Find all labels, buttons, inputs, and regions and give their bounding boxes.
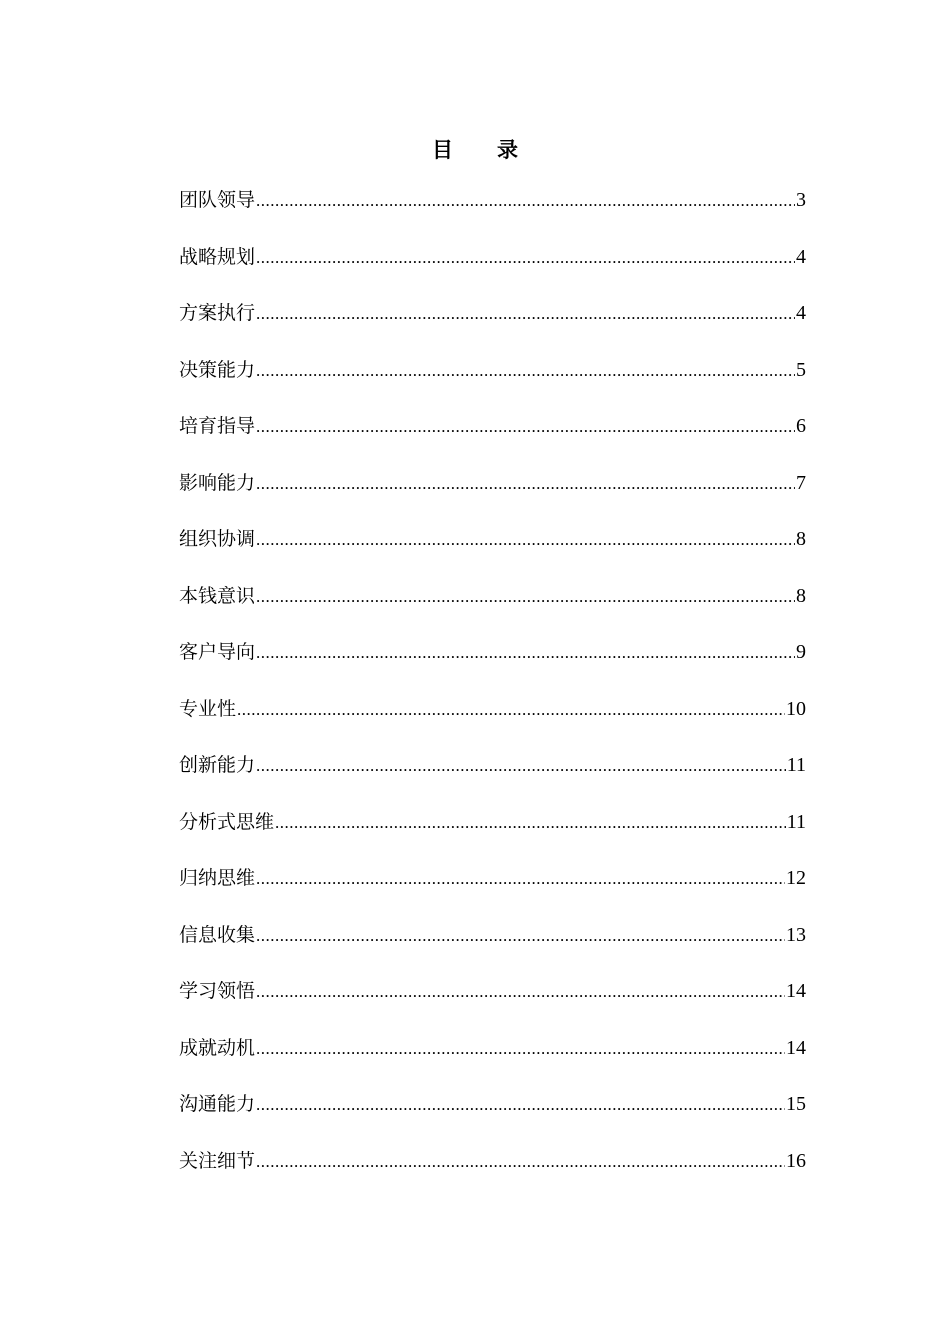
toc-entry-label: 本钱意识 bbox=[179, 584, 256, 607]
toc-leader-dots bbox=[256, 861, 785, 897]
toc-entry-label: 归纳思维 bbox=[179, 867, 256, 889]
toc-entry-page: 14 bbox=[786, 1036, 806, 1059]
toc-entry-page: 8 bbox=[796, 528, 806, 550]
toc-entry-page: 6 bbox=[796, 415, 806, 437]
toc-entry[interactable] bbox=[179, 747, 806, 804]
toc-entry-page: 10 bbox=[786, 697, 806, 720]
toc-leader-dots bbox=[275, 805, 786, 841]
toc-entry-page: 7 bbox=[796, 471, 806, 494]
toc-entry-label: 学习领悟 bbox=[179, 980, 256, 1002]
toc-entry-page: 5 bbox=[796, 358, 806, 381]
toc-entry[interactable] bbox=[179, 860, 806, 917]
toc-leader-dots bbox=[256, 1087, 785, 1123]
toc-leader-dots bbox=[256, 353, 795, 389]
toc-entry[interactable] bbox=[179, 973, 806, 1030]
toc-entry-page: 11 bbox=[786, 810, 806, 833]
toc-entry[interactable] bbox=[179, 521, 806, 578]
toc-entry-page: 14 bbox=[786, 980, 806, 1002]
toc-entry[interactable] bbox=[179, 578, 806, 635]
toc-title bbox=[0, 134, 950, 164]
toc-entry-label: 分析式思维 bbox=[179, 810, 275, 833]
toc-entry[interactable] bbox=[179, 917, 806, 974]
toc-entry[interactable] bbox=[179, 239, 806, 296]
toc-entry-label: 成就动机 bbox=[179, 1036, 256, 1059]
toc-entry[interactable] bbox=[179, 295, 806, 352]
toc-entry-label: 培育指导 bbox=[179, 415, 256, 437]
toc-entry-label: 影响能力 bbox=[179, 471, 256, 494]
toc-leader-dots bbox=[256, 635, 795, 671]
toc-entry-label: 团队领导 bbox=[179, 189, 256, 211]
toc-leader-dots bbox=[256, 409, 795, 445]
toc-leader-dots bbox=[256, 918, 785, 954]
toc-title-part1: 目 bbox=[432, 137, 453, 162]
toc-entry-label: 战略规划 bbox=[179, 245, 256, 268]
toc-leader-dots bbox=[256, 466, 795, 502]
toc-entry[interactable] bbox=[179, 1086, 806, 1143]
toc-entry-page: 13 bbox=[786, 923, 806, 946]
toc-entry-page: 8 bbox=[796, 584, 806, 607]
toc-leader-dots bbox=[256, 1031, 785, 1067]
toc-entry-label: 组织协调 bbox=[179, 528, 256, 550]
toc-list bbox=[179, 182, 806, 1199]
toc-leader-dots bbox=[256, 579, 795, 615]
toc-entry-label: 客户导向 bbox=[179, 641, 256, 663]
toc-entry[interactable] bbox=[179, 691, 806, 748]
toc-title-part2: 录 bbox=[497, 137, 518, 162]
toc-leader-dots bbox=[256, 974, 785, 1010]
toc-entry-page: 4 bbox=[796, 302, 806, 324]
toc-entry-page: 4 bbox=[796, 245, 806, 268]
toc-entry[interactable] bbox=[179, 634, 806, 691]
toc-entry[interactable] bbox=[179, 182, 806, 239]
toc-entry[interactable] bbox=[179, 1143, 806, 1200]
toc-entry-page: 15 bbox=[786, 1093, 806, 1115]
toc-entry-label: 信息收集 bbox=[179, 923, 256, 946]
toc-entry-page: 16 bbox=[786, 1149, 806, 1172]
toc-entry-page: 3 bbox=[796, 189, 806, 211]
toc-entry-label: 关注细节 bbox=[179, 1149, 256, 1172]
toc-entry[interactable] bbox=[179, 1030, 806, 1087]
toc-leader-dots bbox=[256, 1144, 785, 1180]
toc-entry[interactable] bbox=[179, 804, 806, 861]
toc-entry-page: 11 bbox=[786, 754, 806, 776]
toc-leader-dots bbox=[256, 296, 795, 332]
toc-leader-dots bbox=[237, 692, 785, 728]
toc-entry[interactable] bbox=[179, 408, 806, 465]
toc-leader-dots bbox=[256, 748, 786, 784]
toc-entry-label: 决策能力 bbox=[179, 358, 256, 381]
toc-entry-page: 9 bbox=[796, 641, 806, 663]
toc-entry[interactable] bbox=[179, 352, 806, 409]
toc-entry-label: 专业性 bbox=[179, 697, 237, 720]
toc-entry-page: 12 bbox=[786, 867, 806, 889]
toc-entry-label: 创新能力 bbox=[179, 754, 256, 776]
toc-leader-dots bbox=[256, 522, 795, 558]
toc-entry[interactable] bbox=[179, 465, 806, 522]
toc-leader-dots bbox=[256, 183, 795, 219]
toc-entry-label: 沟通能力 bbox=[179, 1093, 256, 1115]
toc-entry-label: 方案执行 bbox=[179, 302, 256, 324]
toc-leader-dots bbox=[256, 240, 795, 276]
